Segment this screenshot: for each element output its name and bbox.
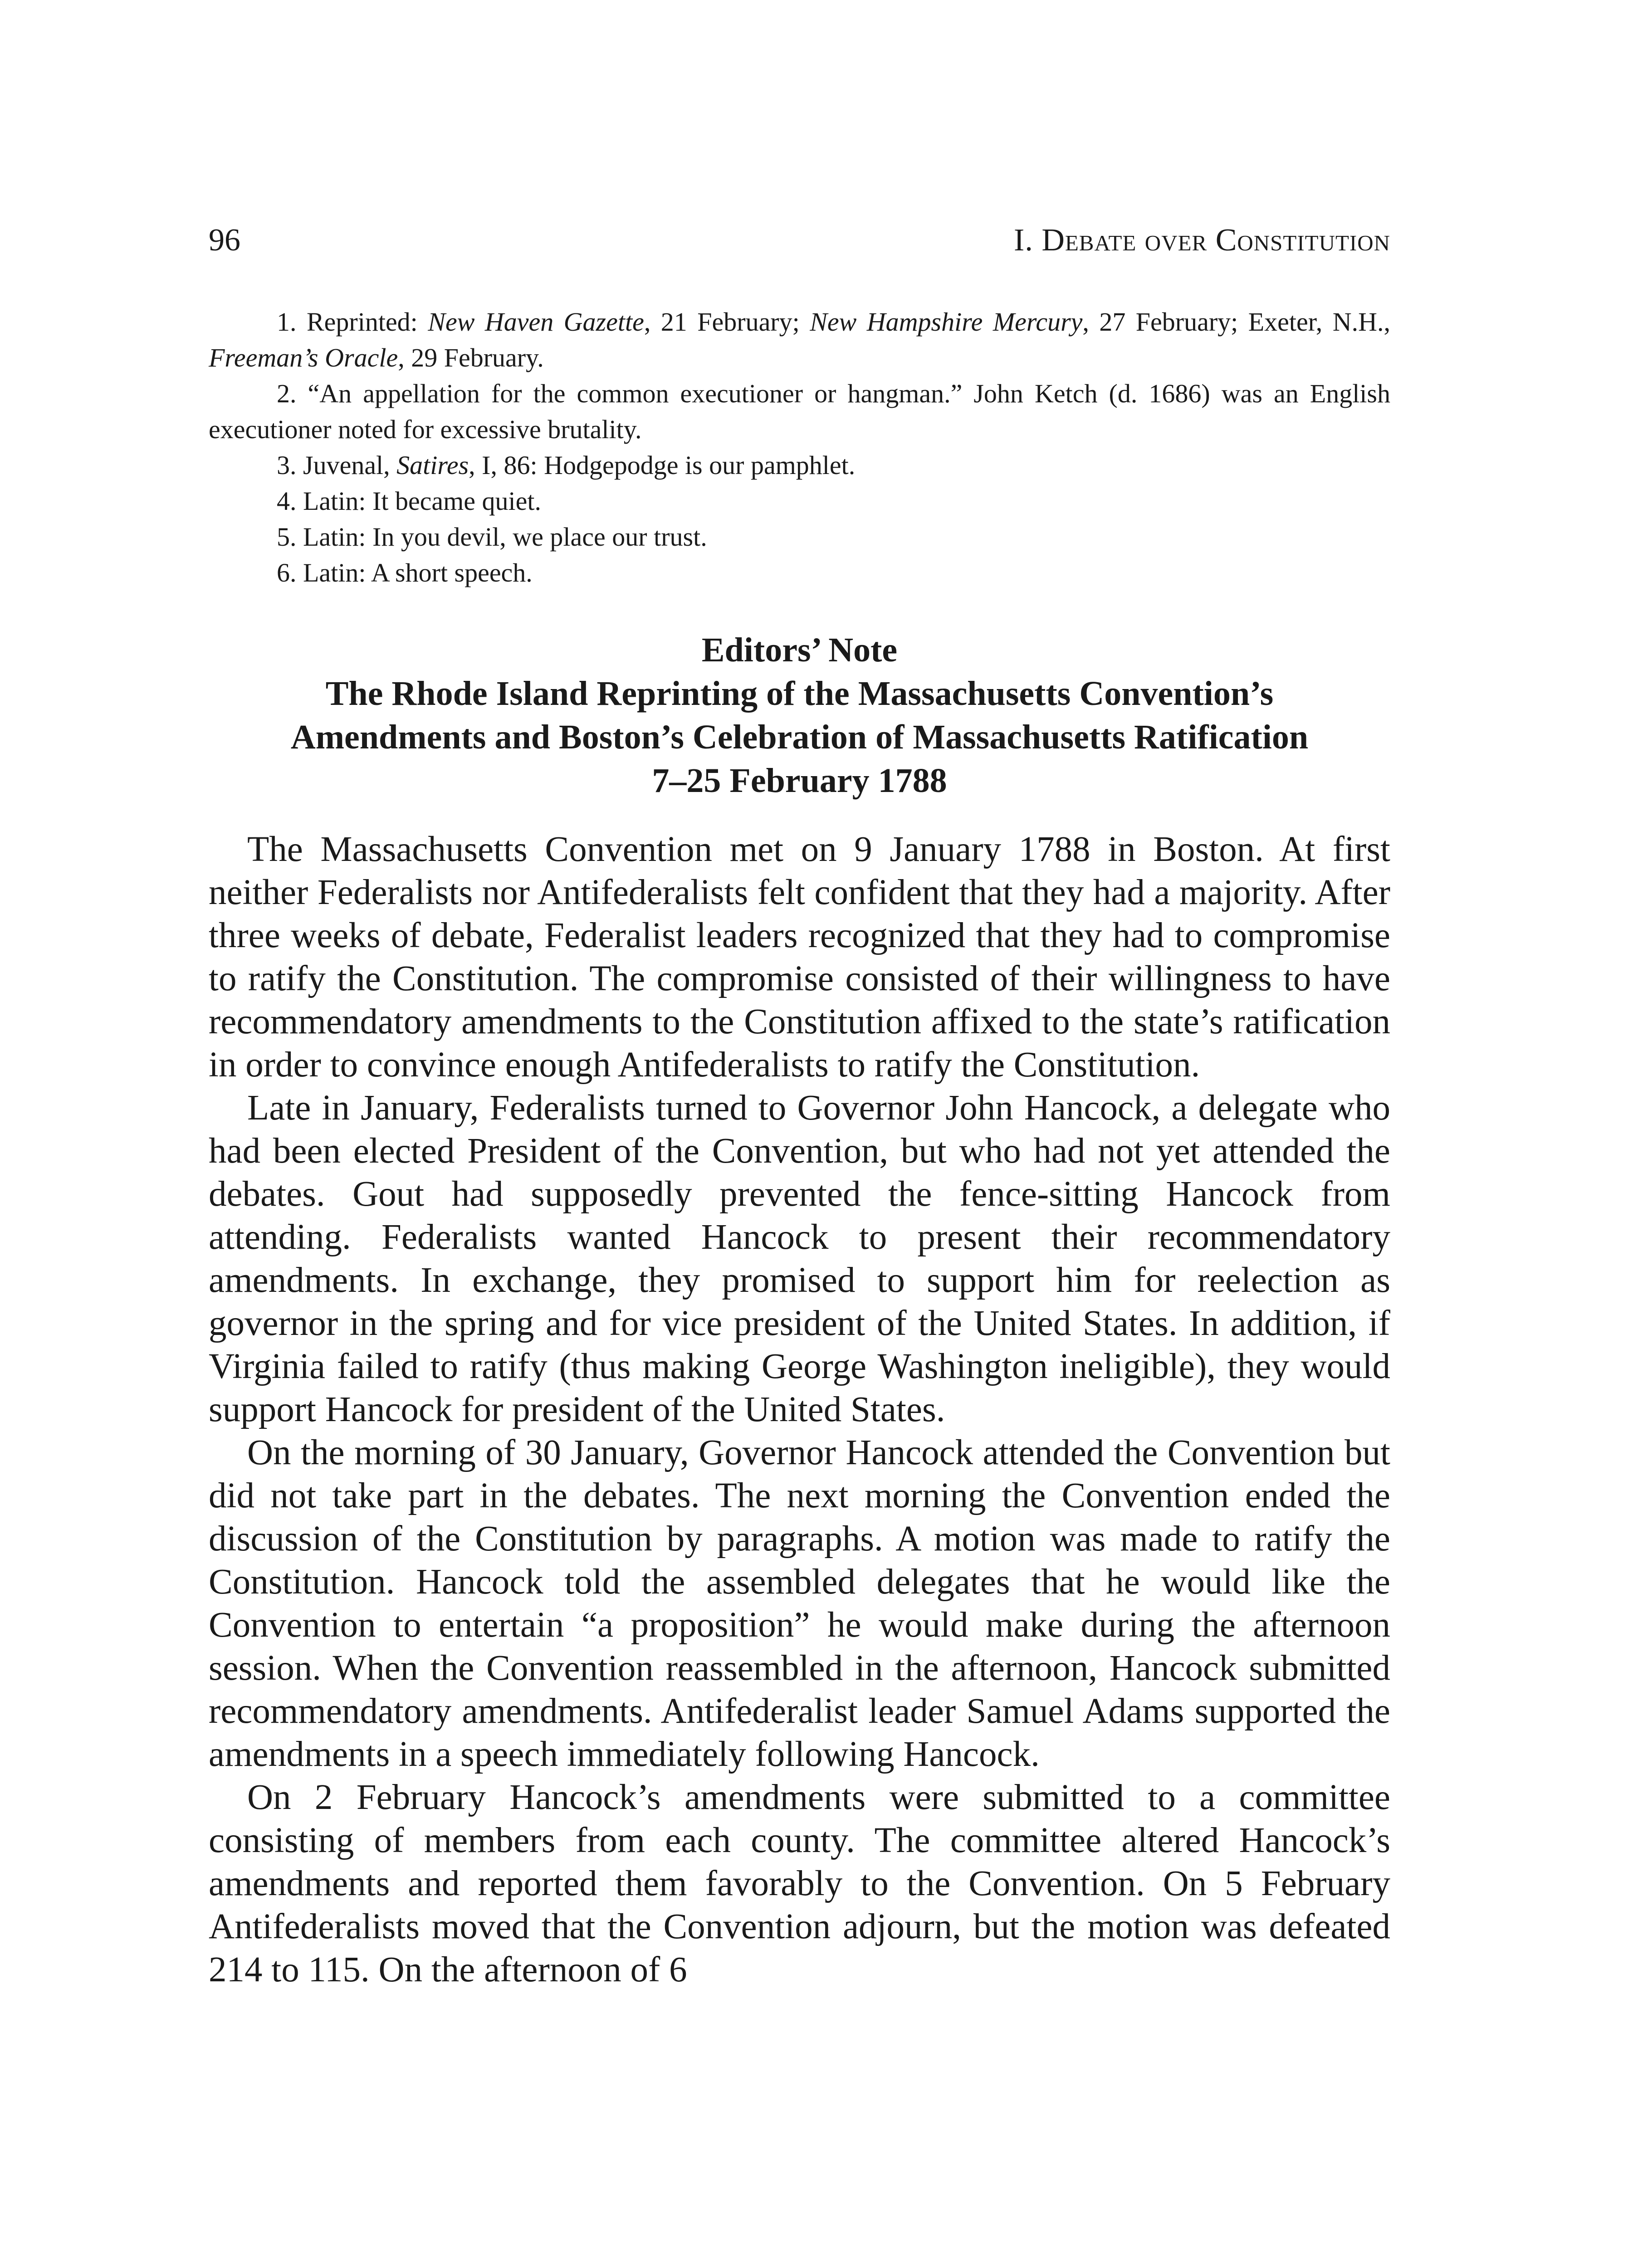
footnote-3 — [209, 447, 1390, 483]
footnote-number: 6. — [277, 558, 297, 587]
footnote-number: 2. — [277, 379, 297, 408]
footnote-number: 4. — [277, 486, 297, 516]
running-head: I. Debate over Constitution — [1014, 223, 1390, 258]
page-number: 96 — [209, 223, 240, 258]
footnote-text: , 21 February; — [644, 307, 810, 337]
body-text — [209, 828, 1390, 1991]
footnote-5 — [209, 519, 1390, 555]
footnote-number: 5. — [277, 522, 297, 552]
footnote-italic: Satires — [396, 450, 469, 480]
paragraph-1: The Massachusetts Convention met on 9 January 1788 in Boston. At first neither Federalists nor Antifederalists felt confident that they had a majority. After three weeks of debate, Federalist leaders recognized that they had to compromise to ratify the Constitution. The compromise consisted of their willingness to have recommendatory amendments to the Constitution affixed to the state’s ratification in order to convince enough Antifederalists to ratify the Constitution. — [209, 830, 1390, 1085]
editors-note-label: Editors’ Note — [701, 631, 898, 669]
footnote-text: Juvenal, — [303, 450, 397, 480]
section-dates: 7–25 February 1788 — [652, 762, 947, 800]
page-header — [209, 218, 1390, 263]
footnote-6 — [209, 555, 1390, 591]
paragraph-2: Late in January, Federalists turned to Governor John Hancock, a delegate who had been elected President of the Convention, but who had not yet attended the debates. Gout had supposedly prevented the fence-sitting Hancock from attending. Federalists wanted Hancock to present their recommendatory amendments. In exchange, they promised to support him for reelection as governor in the spring and for vice president of the United States. In addition, if Virginia failed to ratify (thus making George Washington ineligible), they would support Hancock for president of the United States. — [209, 1088, 1390, 1429]
footnote-2 — [209, 376, 1390, 447]
footnote-text: Latin: It became quiet. — [303, 486, 542, 516]
section-title-line-2: Amendments and Boston’s Celebration of Massachusetts Ratification — [290, 718, 1309, 756]
editors-note-heading — [209, 628, 1390, 802]
footnote-4 — [209, 483, 1390, 519]
footnote-number: 3. — [277, 450, 297, 480]
footnote-text: Latin: A short speech. — [303, 558, 533, 587]
footnotes — [209, 304, 1390, 591]
footnote-italic: New Haven Gazette — [428, 307, 644, 337]
footnote-1 — [209, 304, 1390, 376]
section-title-line-1: The Rhode Island Reprinting of the Massachusetts Convention’s — [325, 675, 1274, 713]
footnote-text: Latin: In you devil, we place our trust. — [303, 522, 707, 552]
footnote-text: , 29 February. — [398, 343, 544, 372]
paragraph-3: On the morning of 30 January, Governor Hancock attended the Convention but did not take part in the debates. The next morning the Convention ended the discussion of the Constitution by paragraphs. A motion was made to ratify the Constitution. Hancock told the assembled delegates that he would like the Convention to entertain “a proposition” he would make during the afternoon session. When the Convention reassembled in the afternoon, Hancock submitted recommendatory amendments. Antifederalist leader Samuel Adams supported the amendments in a speech immediately following Hancock. — [209, 1433, 1390, 1774]
footnote-text: “An appellation for the common executioner or hangman.” John Ketch (d. 1686) was an English executioner noted for excessive brutality. — [209, 379, 1390, 444]
footnote-italic: New Hampshire Mercury — [810, 307, 1083, 337]
footnote-number: 1. — [277, 307, 297, 337]
footnote-text: Reprinted: — [306, 307, 428, 337]
footnote-text: , I, 86: Hodgepodge is our pamphlet. — [469, 450, 856, 480]
footnote-italic: Freeman’s Oracle — [209, 343, 398, 372]
footnote-text: , 27 February; Exeter, N.H., — [1082, 307, 1390, 337]
paragraph-4: On 2 February Hancock’s amendments were submitted to a committee consisting of members from each county. The committee altered Hancock’s amendments and reported them favorably to the Convention. On 5 February Antifederalists moved that the Convention adjourn, but the motion was defeated 214 to 115. On the afternoon of 6 — [209, 1778, 1390, 1989]
